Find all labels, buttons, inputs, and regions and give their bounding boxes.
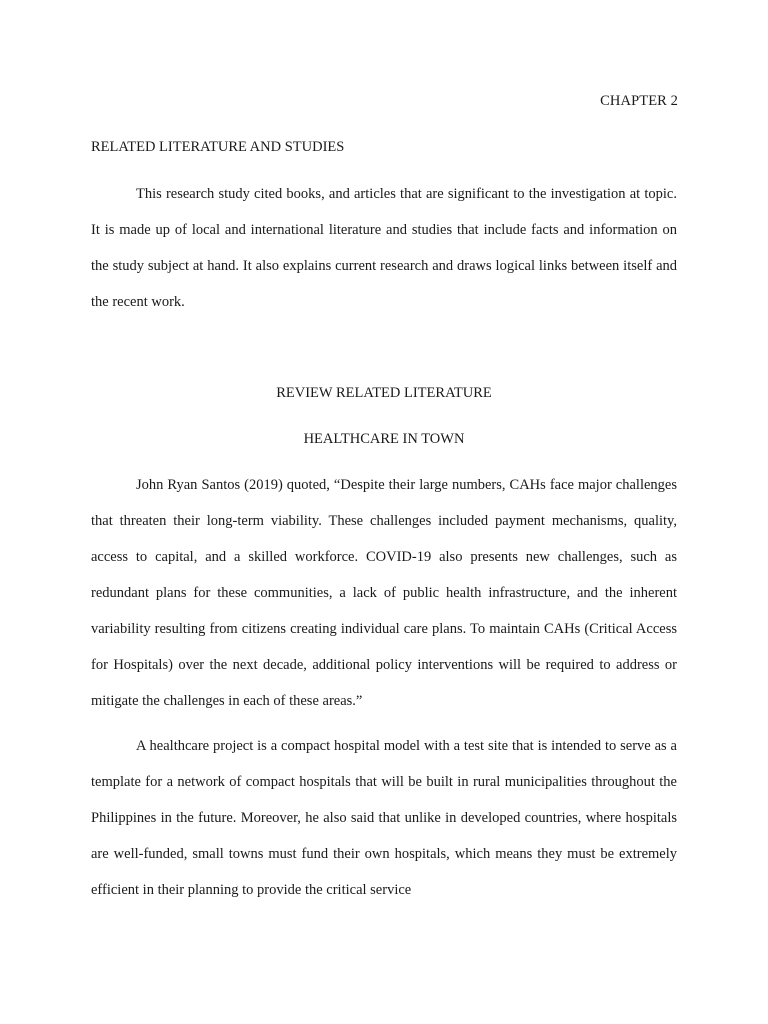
santos-quote-paragraph: John Ryan Santos (2019) quoted, “Despite their large numbers, CAHs face major challenges that threaten their long-term viability. These challenges included payment mechanisms, quality, access to capital, and a skilled workforce. COVID-19 also presents new challenges, such as redundant plans for these communities, a lack of public health infrastructure, and the inherent variability resulting from citizens creating individual care plans. To maintain CAHs (Critical Access for Hospitals) over the next decade, additional policy interventions will be required to address or mitigate the challenges in each of these areas.” <box>91 477 677 709</box>
section-title: RELATED LITERATURE AND STUDIES <box>91 139 345 155</box>
chapter-label: CHAPTER 2 <box>600 93 678 109</box>
subsection-title: REVIEW RELATED LITERATURE <box>276 385 492 401</box>
topic-title: HEALTHCARE IN TOWN <box>303 431 465 447</box>
healthcare-project-paragraph: A healthcare project is a compact hospital model with a test site that is intended to serve as a template for a network of compact hospitals that will be built in rural municipalities throughout the Philippines in the future. Moreover, he also said that unlike in developed countries, where hospitals are well-funded, small towns must fund their own hospitals, which means they must be extremely efficient in their planning to provide the critical service <box>91 738 677 898</box>
intro-paragraph: This research study cited books, and articles that are significant to the investigation at topic. It is made up of local and international literature and studies that include facts and information on the study subject at hand. It also explains current research and draws logical links between itself and the recent work. <box>91 186 677 310</box>
